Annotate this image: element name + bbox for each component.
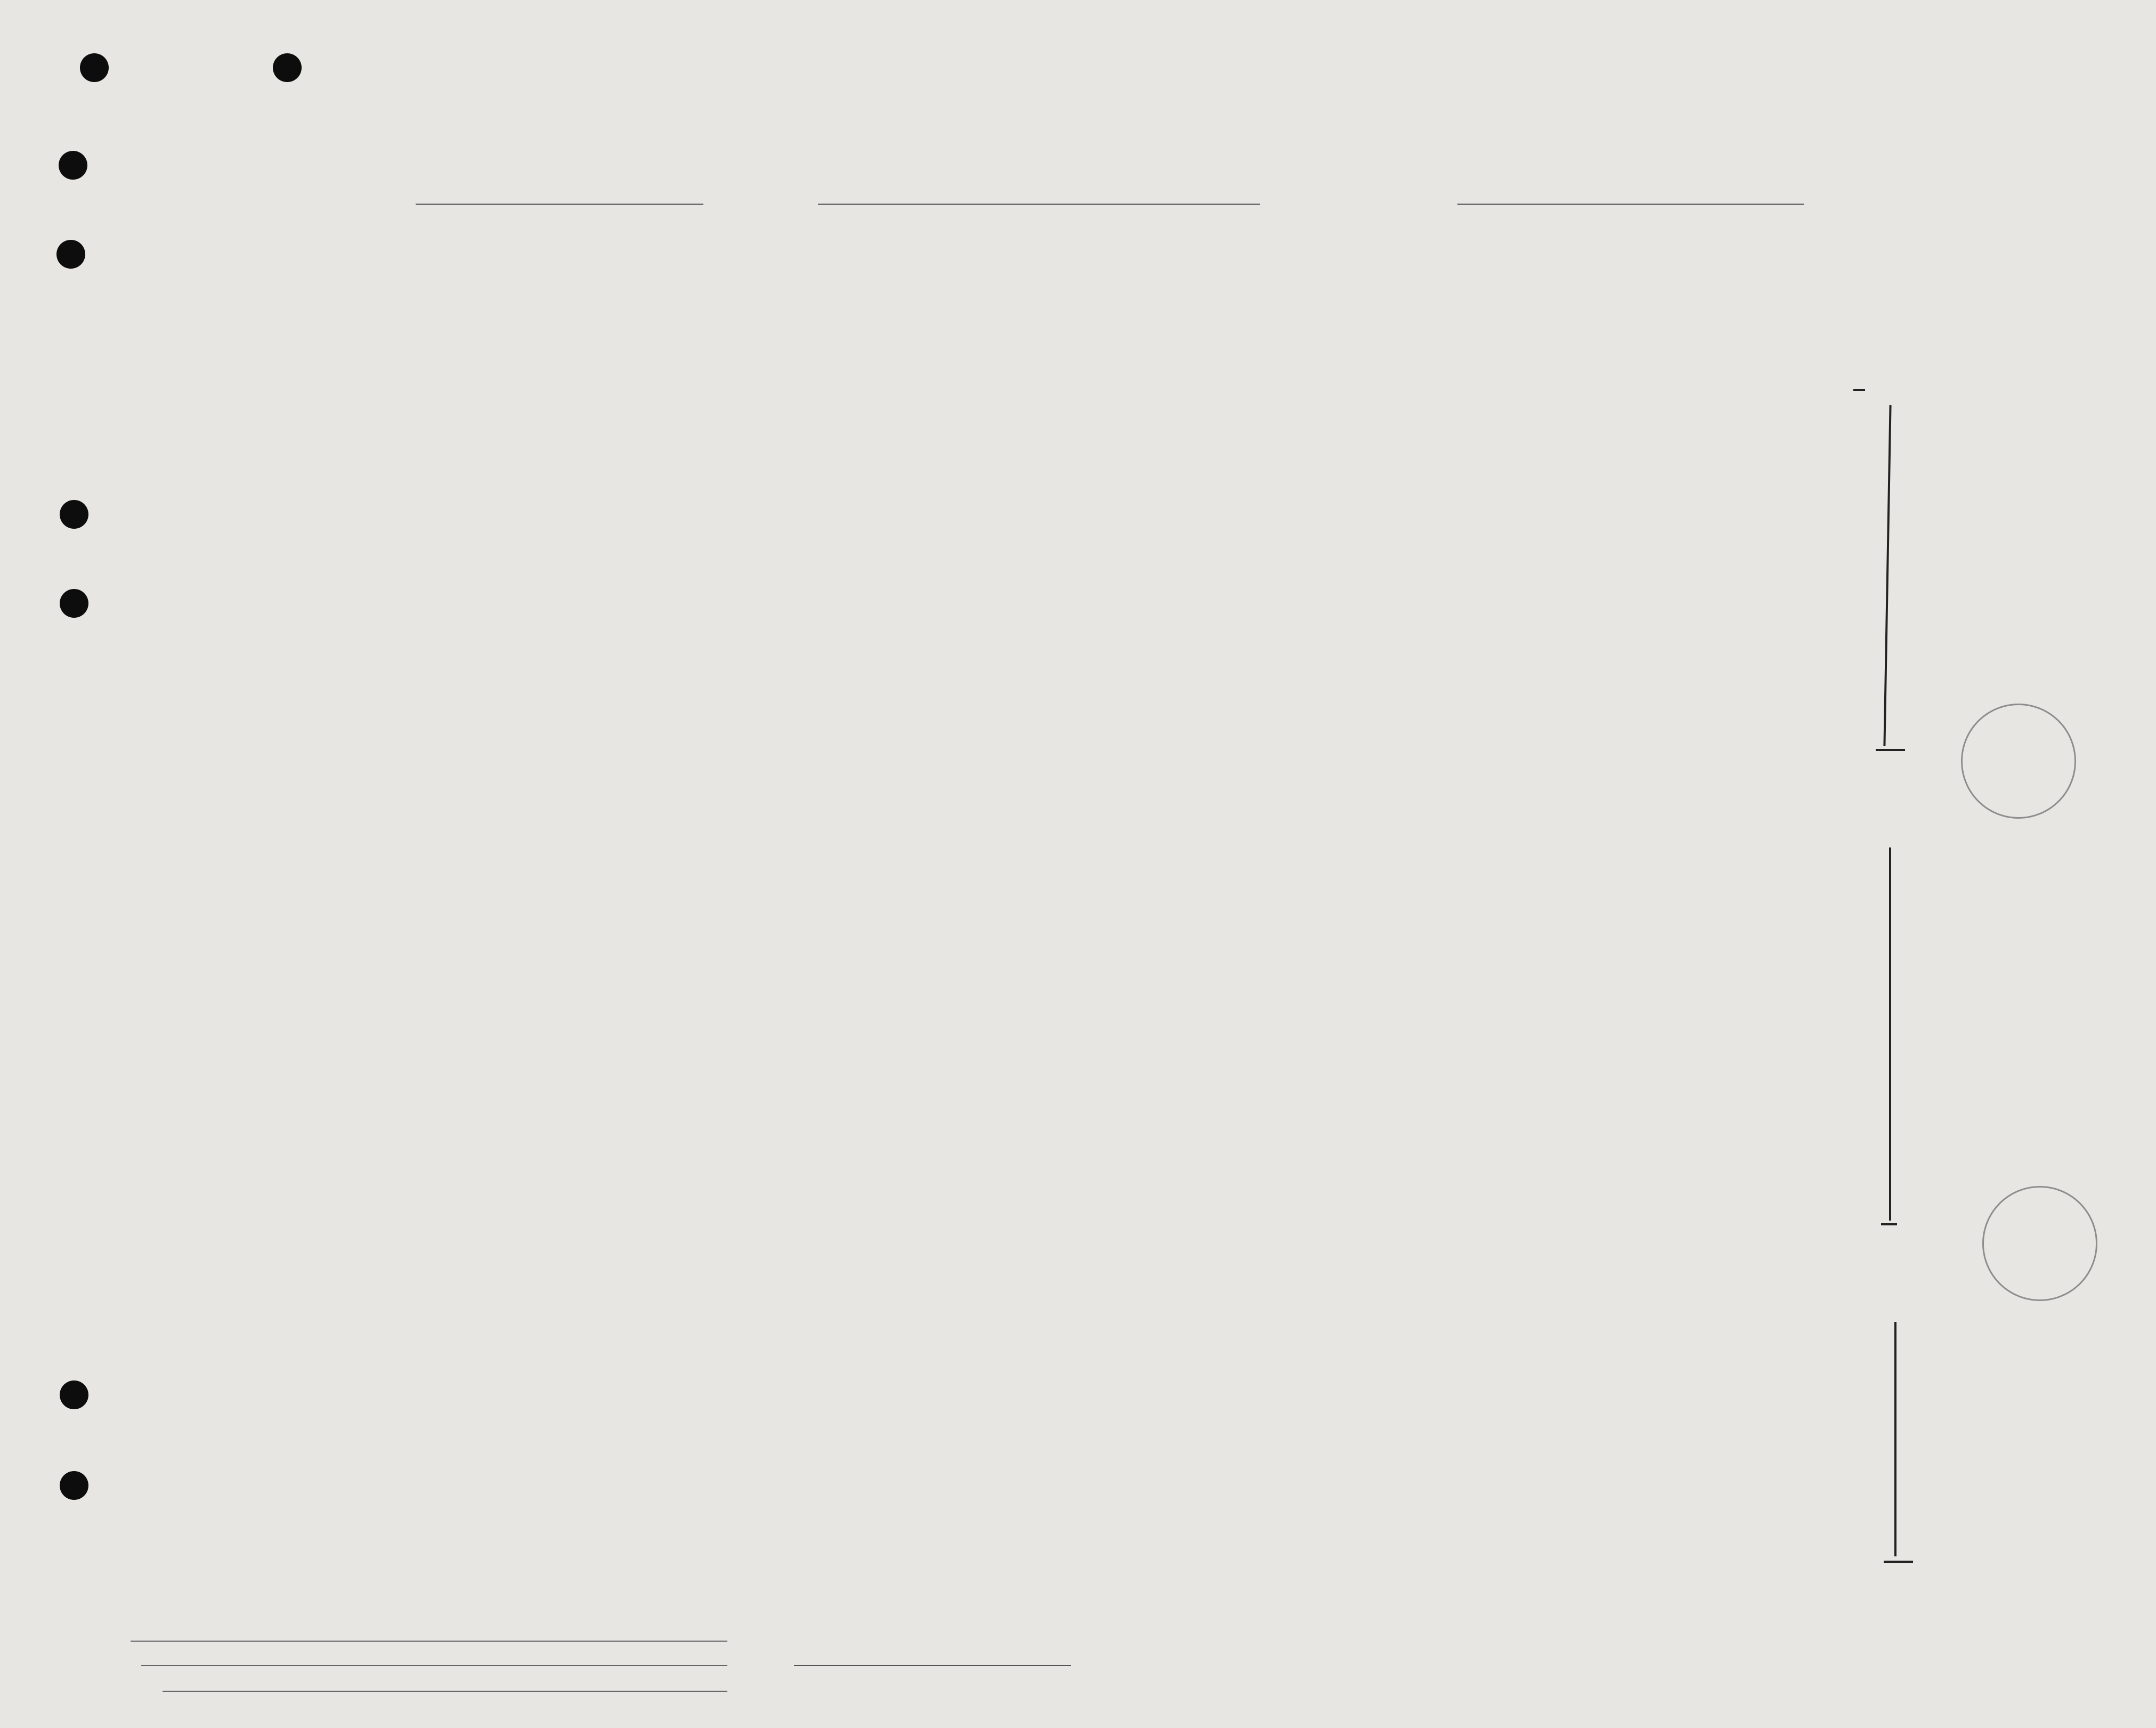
punch-hole bbox=[60, 1471, 88, 1500]
signature-rule bbox=[794, 1665, 1071, 1666]
punch-hole bbox=[80, 53, 109, 82]
punch-hole bbox=[273, 53, 302, 82]
bracket-line bbox=[1894, 1322, 1896, 1556]
punch-hole bbox=[60, 500, 88, 529]
bracket-end bbox=[1884, 1561, 1913, 1563]
footer-rule bbox=[163, 1691, 727, 1692]
official-seal bbox=[1961, 704, 2076, 819]
official-seal bbox=[1982, 1186, 2097, 1301]
punch-hole bbox=[60, 589, 88, 618]
punch-hole bbox=[60, 1380, 88, 1409]
bracket-line bbox=[1883, 405, 1891, 746]
punch-hole bbox=[56, 240, 85, 269]
footer-rule bbox=[131, 1641, 727, 1642]
from-port-field bbox=[1457, 172, 1804, 205]
arrival-field bbox=[818, 172, 1260, 205]
bracket-line bbox=[1889, 847, 1891, 1221]
punch-hole bbox=[59, 151, 87, 180]
bracket-end bbox=[1876, 749, 1905, 751]
footer-rule bbox=[141, 1665, 727, 1666]
bracket-end bbox=[1881, 1223, 1897, 1225]
vessel-field bbox=[416, 172, 703, 205]
bracket-top bbox=[1853, 389, 1865, 391]
